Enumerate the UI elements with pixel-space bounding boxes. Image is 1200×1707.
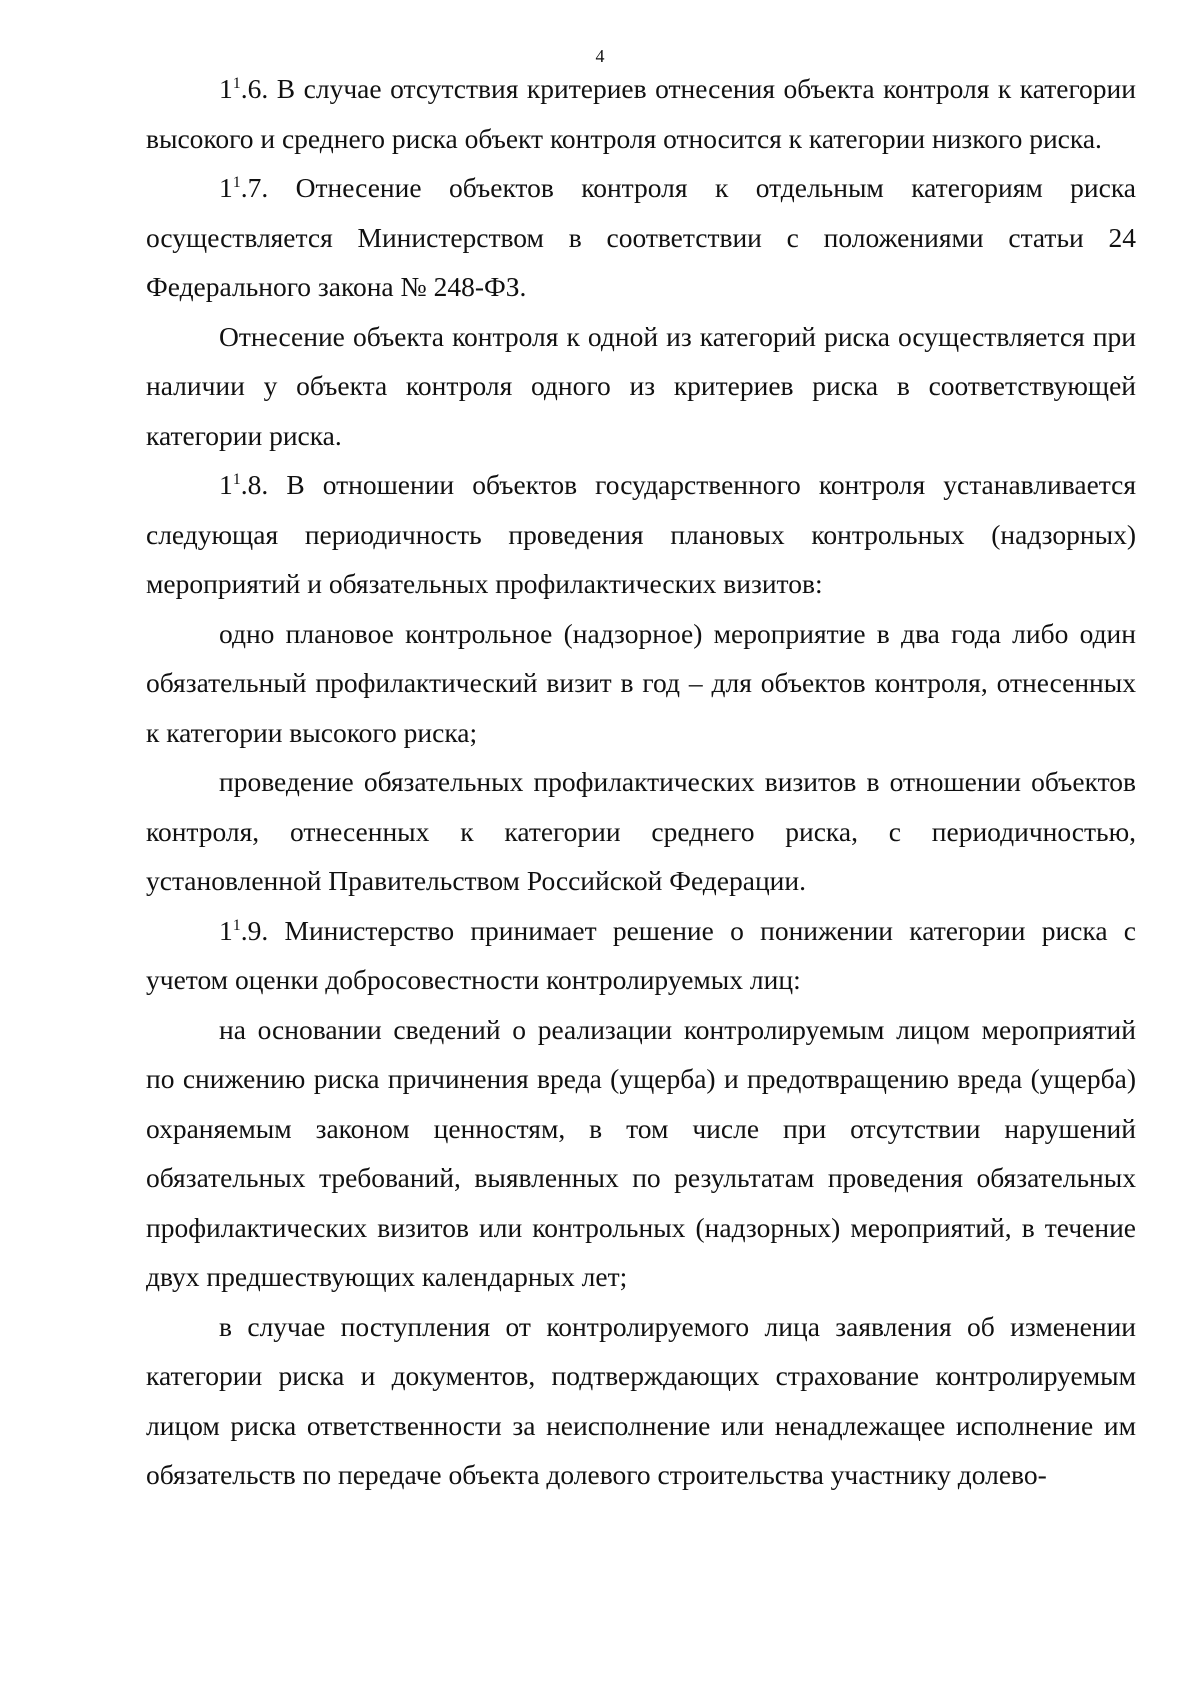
paragraph-application-basis [146, 1302, 1136, 1500]
paragraph-text: одно плановое контрольное (надзорное) мероприятие в два года либо один обязательный профилактический визит в год – для объектов контроля, отнесенных к категории высокого риска; [146, 617, 1136, 748]
paragraph-text: на основании сведений о реализации контролируемым лицом мероприятий по снижению риска причинения вреда (ущерба) и предотвращению вреда (ущерба) охраняемым законом ценностям, в том числе при отсутствии нарушений обязательных требований, выявленных по результатам проведения обязательных профилактических визитов или контрольных (надзорных) мероприятий, в течение двух предшествующих календарных лет; [146, 1013, 1136, 1292]
paragraph-text: В отношении объектов государственного контроля устанавливается следующая периодичность проведения плановых контрольных (надзорных) мероприятий и обязательных профилактических визитов: [146, 469, 1136, 599]
page-number: 4 [595, 46, 605, 66]
paragraph-1-9 [146, 906, 1136, 1005]
clause-number: $1^1.7$. [219, 172, 269, 203]
clause-number: $1^1.9$. [219, 914, 269, 946]
paragraph-text: проведение обязательных профилактических визитов в отношении объектов контроля, отнесенных к категории среднего риска, с периодичностью, установленной Правительством Российской Федерации. [146, 766, 1136, 896]
paragraph-text: Отнесение объектов контроля к отдельным категориям риска осуществляется Министерством в соответствии с положениями статьи 24 Федерального закона № 248-ФЗ. [146, 172, 1136, 302]
paragraph-1-6 [146, 64, 1136, 163]
clause-number: $1^1.6$. [219, 73, 269, 104]
paragraph-text: Отнесение объекта контроля к одной из категорий риска осуществляется при наличии у объекта контроля одного из критериев риска в соответствующей категории риска. [146, 320, 1136, 451]
paragraph-text: В случае отсутствия критериев отнесения объекта контроля к категории высокого и среднего риска объект контроля относится к категории низкого риска. [146, 73, 1136, 154]
clause-number: $1^1.8$. [219, 469, 269, 500]
paragraph-high-risk [146, 609, 1136, 758]
paragraph-1-8 [146, 460, 1136, 609]
paragraph-mitigation-basis [146, 1005, 1136, 1302]
paragraph-text: Министерство принимает решение о понижении категории риска с учетом оценки добросовестности контролируемых лиц: [146, 914, 1137, 995]
paragraph-risk-assignment [146, 312, 1136, 461]
document-body [146, 64, 1136, 1500]
paragraph-1-7 [146, 163, 1136, 312]
paragraph-text: в случае поступления от контролируемого лица заявления об изменении категории риска и документов, подтверждающих страхование контролируемым лицом риска ответственности за неисполнение или ненадлежащее исполнение им обязательств по передаче объекта долевого строительства участнику долево- [146, 1310, 1136, 1490]
paragraph-medium-risk [146, 757, 1136, 906]
